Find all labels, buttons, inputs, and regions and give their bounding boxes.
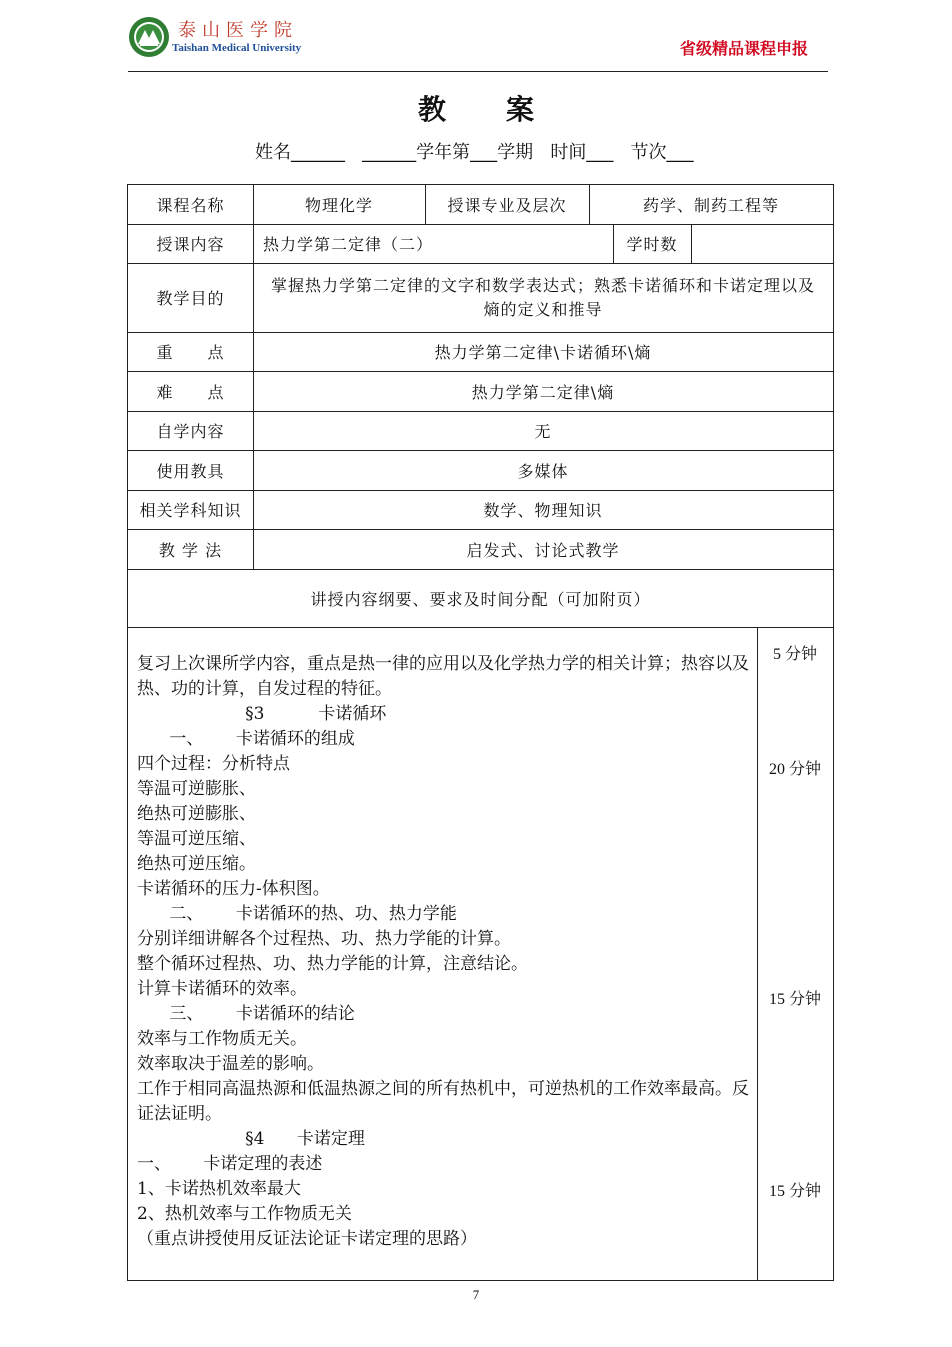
content-line: 一、 卡诺循环的组成 bbox=[137, 729, 355, 749]
content-line: 工作于相同高温热源和低温热源之间的所有热机中，可逆热机的工作效率最高。反证法证明。 bbox=[137, 1079, 749, 1124]
content-line: 等温可逆膨胀、 bbox=[137, 779, 256, 799]
content-line: §3 卡诺循环 bbox=[137, 704, 387, 724]
content-line: 卡诺循环的压力-体积图。 bbox=[137, 879, 330, 899]
content-line: 等温可逆压缩、 bbox=[137, 829, 256, 849]
content-line: 1、卡诺热机效率最大 bbox=[137, 1179, 301, 1199]
hours-value bbox=[691, 224, 833, 263]
hours-label: 学时数 bbox=[626, 235, 678, 254]
university-logo-icon bbox=[128, 16, 170, 58]
content-value: 热力学第二定律（二） bbox=[263, 235, 434, 254]
time-allocation: 20 分钟 bbox=[768, 761, 821, 778]
content-line: 三、 卡诺循环的结论 bbox=[137, 1004, 355, 1024]
teaching-method-value: 启发式、讨论式教学 bbox=[466, 540, 620, 560]
content-line: 效率与工作物质无关。 bbox=[137, 1029, 307, 1049]
document-subtitle: 姓名______ ______学年第___学期 时间___ 节次___ bbox=[255, 142, 694, 163]
content-line: 效率取决于温差的影响。 bbox=[137, 1054, 324, 1074]
school-name-en: Taishan Medical University bbox=[172, 42, 302, 54]
page-header bbox=[128, 14, 828, 72]
outline-title: 讲授内容纲要、要求及时间分配（可加附页） bbox=[310, 589, 651, 609]
time-allocation: 15 分钟 bbox=[768, 991, 821, 1008]
document-title: 教案 bbox=[417, 93, 594, 126]
content-line: 整个循环过程热、功、热力学能的计算，注意结论。 bbox=[137, 954, 528, 974]
content-line: 一、 卡诺定理的表述 bbox=[137, 1154, 323, 1174]
header-divider bbox=[128, 71, 828, 72]
course-name-label: 课程名称 bbox=[156, 196, 225, 215]
course-name-value: 物理化学 bbox=[304, 196, 373, 215]
content-line: 2、热机效率与工作物质无关 bbox=[137, 1204, 352, 1224]
related-knowledge-label: 相关学科知识 bbox=[139, 501, 242, 520]
content-line: 复习上次课所学内容，重点是热一律的应用以及化学热力学的相关计算；热容以及热、功的计算，自发过程的特征。 bbox=[137, 654, 749, 699]
content-label: 授课内容 bbox=[156, 235, 225, 254]
application-label: 省级精品课程申报 bbox=[679, 39, 808, 58]
teaching-method-label: 教 学 法 bbox=[158, 540, 223, 560]
page-number: 7 bbox=[472, 1287, 480, 1302]
content-line: §4 卡诺定理 bbox=[137, 1129, 365, 1149]
teaching-tools-label: 使用教具 bbox=[156, 461, 225, 481]
goal-label: 教学目的 bbox=[156, 289, 225, 308]
key-points-label: 重 点 bbox=[156, 343, 225, 362]
content-line: 计算卡诺循环的效率。 bbox=[137, 979, 307, 999]
major-value: 药学、制药工程等 bbox=[642, 196, 779, 215]
content-line: 四个过程：分析特点 bbox=[137, 754, 290, 774]
self-study-value: 无 bbox=[534, 422, 552, 441]
difficult-points-label: 难 点 bbox=[156, 382, 225, 402]
key-points-value: 热力学第二定律\卡诺循环\熵 bbox=[434, 343, 652, 362]
related-knowledge-value: 数学、物理知识 bbox=[483, 501, 603, 520]
lesson-content bbox=[137, 652, 752, 1252]
goal-value: 掌握热力学第二定律的文字和数学表达式；熟悉卡诺循环和卡诺定理以及熵的定义和推导 bbox=[270, 275, 815, 319]
time-allocation: 5 分钟 bbox=[772, 646, 817, 663]
content-line: 绝热可逆膨胀、 bbox=[137, 804, 256, 824]
school-name-cn: 泰山医学院 bbox=[178, 20, 298, 41]
teaching-tools-value: 多媒体 bbox=[517, 461, 569, 481]
difficult-points-value: 热力学第二定律\熵 bbox=[471, 382, 615, 402]
content-line: 绝热可逆压缩。 bbox=[137, 854, 256, 874]
content-line: （重点讲授使用反证法论证卡诺定理的思路） bbox=[137, 1229, 477, 1249]
self-study-label: 自学内容 bbox=[156, 422, 225, 441]
major-label: 授课专业及层次 bbox=[447, 196, 567, 215]
time-allocation: 15 分钟 bbox=[768, 1183, 821, 1200]
content-line: 二、 卡诺循环的热、功、热力学能 bbox=[137, 904, 457, 924]
content-line: 分别详细讲解各个过程热、功、热力学能的计算。 bbox=[137, 929, 511, 949]
